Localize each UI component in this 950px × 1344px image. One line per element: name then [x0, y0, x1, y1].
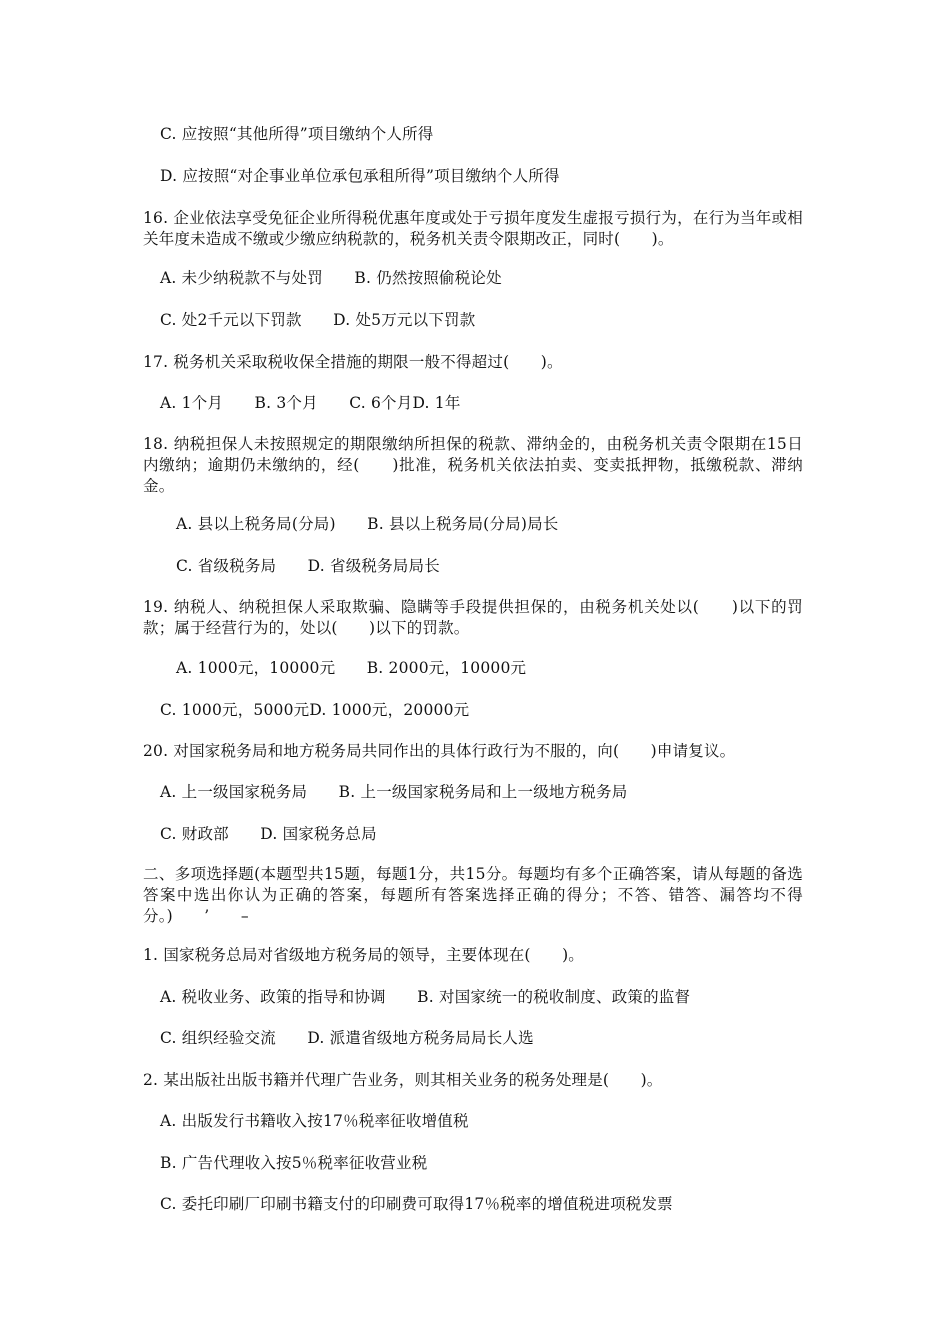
section-2-heading: 二、多项选择题(本题型共15题，每题1分，共15分。每题均有多个正确答案，请从每题的备选答案中选出你认为正确的答案，每题所有答案选择正确的得分；不答、错答、漏答均不得分。) ’ – [143, 865, 803, 925]
question-18: 18. 纳税担保人未按照规定的期限缴纳所担保的税款、滞纳金的，由税务机关责令限期在15日内缴纳；逾期仍未缴纳的，经( )批准，税务机关依法拍卖、变卖抵押物，抵缴税款、滞纳金。 [143, 435, 803, 495]
q18-options-ab: A. 县以上税务局(分局) B. 县以上税务局(分局)局长 [176, 515, 559, 533]
q16-options-cd: C. 处2千元以下罚款 D. 处5万元以下罚款 [160, 311, 476, 329]
q15-option-d: D. 应按照“对企事业单位承包承租所得”项目缴纳个人所得 [160, 167, 560, 185]
q16-options-ab: A. 未少纳税款不与处罚 B. 仍然按照偷税论处 [160, 269, 502, 287]
m2-option-c: C. 委托印刷厂印刷书籍支付的印刷费可取得17％税率的增值税进项税发票 [160, 1195, 673, 1213]
q20-options-cd: C. 财政部 D. 国家税务总局 [160, 825, 377, 843]
q17-options: A. 1个月 B. 3个月 C. 6个月D. 1年 [160, 394, 461, 412]
m2-option-b: B. 广告代理收入按5％税率征收营业税 [160, 1154, 428, 1172]
multi-question-1: 1. 国家税务总局对省级地方税务局的领导，主要体现在( )。 [143, 946, 585, 964]
q20-options-ab: A. 上一级国家税务局 B. 上一级国家税务局和上一级地方税务局 [160, 783, 628, 801]
m1-options-cd: C. 组织经验交流 D. 派遣省级地方税务局局长人选 [160, 1029, 534, 1047]
q19-options-ab: A. 1000元，10000元 B. 2000元，10000元 [176, 659, 527, 677]
question-19: 19. 纳税人、纳税担保人采取欺骗、隐瞒等手段提供担保的，由税务机关处以( )以下的罚款；属于经营行为的，处以( )以下的罚款。 [143, 598, 803, 637]
m1-options-ab: A. 税收业务、政策的指导和协调 B. 对国家统一的税收制度、政策的监督 [160, 988, 691, 1006]
q18-options-cd: C. 省级税务局 D. 省级税务局局长 [176, 557, 440, 575]
q19-options-cd: C. 1000元，5000元D. 1000元，20000元 [160, 701, 470, 719]
m2-option-a: A. 出版发行书籍收入按17％税率征收增值税 [160, 1112, 469, 1130]
multi-question-2: 2. 某出版社出版书籍并代理广告业务，则其相关业务的税务处理是( )。 [143, 1071, 663, 1089]
question-16: 16. 企业依法享受免征企业所得税优惠年度或处于亏损年度发生虚报亏损行为，在行为当年或相关年度未造成不缴或少缴应纳税款的，税务机关责令限期改正，同时( )。 [143, 209, 803, 248]
question-20: 20. 对国家税务局和地方税务局共同作出的具体行政行为不服的，向( )申请复议。 [143, 742, 736, 760]
question-17: 17. 税务机关采取税收保全措施的期限一般不得超过( )。 [143, 353, 563, 371]
q15-option-c: C. 应按照“其他所得”项目缴纳个人所得 [160, 125, 434, 143]
